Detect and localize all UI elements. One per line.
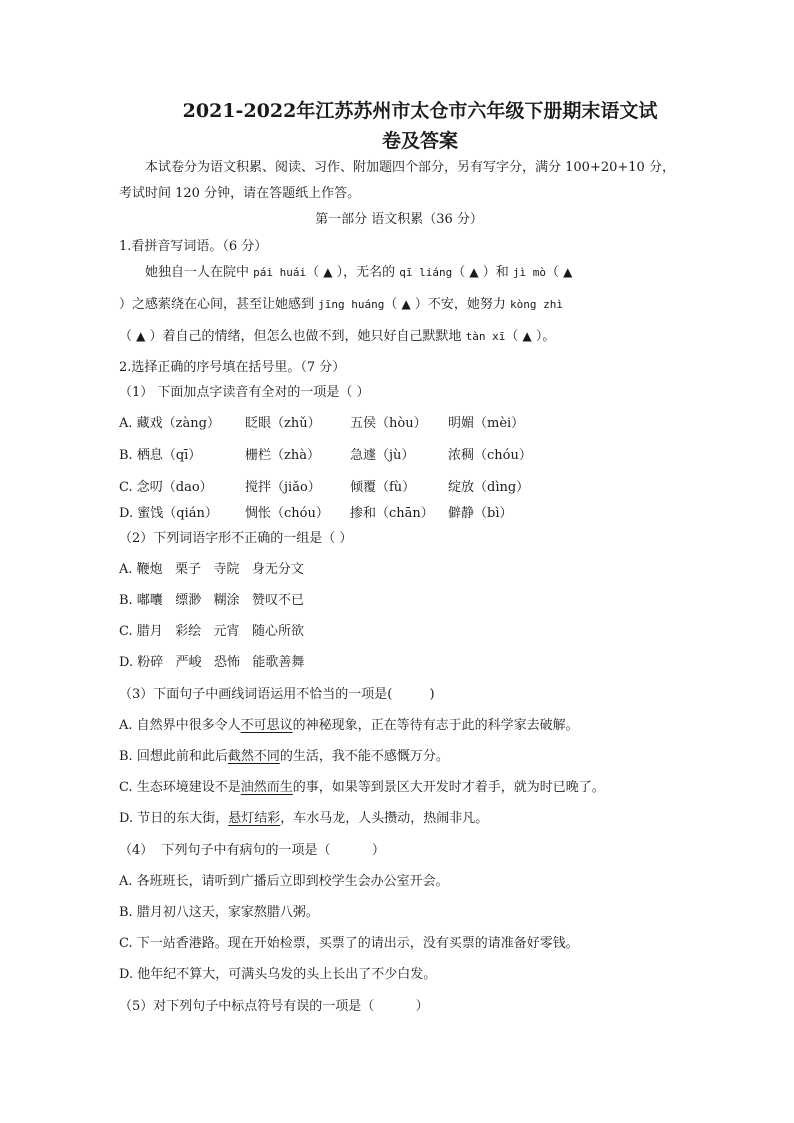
q1-text: ）不安，她努力 [410,297,511,312]
q1-text: ）。 [531,329,556,344]
option-text: A. 自然界中很多令人 [119,718,241,733]
bracket-open: （ [452,265,470,280]
option-item: 五侯（hòu） [350,416,427,431]
option-item: 搅拌（jiǎo） [245,480,321,495]
title-line-2: 卷及答案 [381,130,458,152]
q2-3-option [119,778,679,798]
intro-line-2: 考试时间 120 分钟，请在答题纸上作答。 [119,186,361,201]
option-item: D. 蜜饯（qián） [119,506,218,521]
option-text: C. 生态环境建设不是 [119,780,241,795]
q1-text: ）之感萦绕在心间，甚至让她感到 [119,297,319,312]
answer-blank-marker: ▲ [401,297,411,311]
pinyin: pái huái [253,266,307,279]
pinyin: jīng huáng [318,298,385,311]
pinyin: jì mò [512,266,547,279]
option-text: B. 回想此前和此后 [119,749,228,764]
section-heading: 第一部分 语文积累（36 分） [315,212,483,227]
q2-heading: 2.选择正确的序号填在括号里。（7 分） [119,360,346,375]
answer-blank-marker: ▲ [469,265,479,279]
q1-text: ），无名的 [332,265,400,280]
document-title [150,96,690,156]
option-item: B. 栖息（qī） [119,448,202,463]
answer-blank-marker: ▲ [563,265,573,279]
option-text: 的神秘现象，正在等待有志于此的科学家去破解。 [292,718,579,733]
bracket-open: （ [384,297,402,312]
option-text: 的生活，我不能不感慨万分。 [279,749,449,764]
q1-heading: 1.看拼音写词语。（6 分） [119,239,268,254]
q2-3-option [119,716,679,736]
bracket-open: （ [546,265,564,280]
q2-2-option: D. 粉碎 严峻 恐怖 能歌善舞 [119,655,305,670]
q2-1-stem: （1） 下面加点字读音有全对的一项是（ ） [119,385,370,400]
option-item: 急遽（jù） [350,448,415,463]
answer-blank-marker: ▲ [522,329,532,343]
q2-4-option: B. 腊月初八这天，家家熬腊八粥。 [119,905,319,920]
option-item: 掺和（chān） [350,506,434,521]
option-item: 惆怅（chóu） [245,506,329,521]
option-item: 明媚（mèi） [448,416,525,431]
q2-4-option: C. 下一站香港路。现在开始检票，买票了的请出示，没有买票的请准备好零钱。 [119,936,579,951]
option-item: C. 念叨（dao） [119,480,213,495]
option-item: 僻静（bì） [448,506,513,521]
q2-2-option: A. 鞭炮 栗子 寺院 身无分文 [119,562,304,577]
pinyin: kòng zhì [510,298,563,311]
q2-3-stem: （3）下面句子中画线词语运用不恰当的一项是( ) [119,687,435,702]
title-line-1: 2021-2022年江苏苏州市太仓市六年级下册期末语文试 [182,100,658,122]
option-item: A. 藏戏（zàng） [119,416,220,431]
option-item: 倾覆（fù） [350,480,416,495]
bracket-open: （ [505,329,523,344]
q2-2-option: B. 嘟囔 缥渺 糊涂 赞叹不已 [119,593,305,608]
option-text: 的事，如果等到景区大开发时才着手，就为时已晚了。 [292,780,605,795]
q1-line-1 [145,262,679,283]
option-item: 浓稠（chóu） [448,448,532,463]
q2-4-option: D. 他年纪不算大，可满头乌发的头上长出了不少白发。 [119,967,437,982]
q1-text: 她独自一人在院中 [145,265,254,280]
q1-line-3 [119,326,679,347]
q2-5-stem: （5）对下列句子中标点符号有误的一项是（ ） [119,999,429,1014]
bracket-open: （ [306,265,324,280]
option-text: ，车水马龙，人头攒动，热闹非凡。 [280,811,489,826]
option-item: 绽放（dìng） [448,480,530,495]
underlined-term: 截然不同 [227,749,280,764]
underlined-term: 油然而生 [240,780,293,795]
pinyin: tàn xī [465,330,506,343]
q2-3-option [119,809,679,829]
q2-2-stem: （2）下列词语字形不正确的一组是（ ） [119,531,353,546]
intro-line-1: 本试卷分为语文积累、阅读、习作、附加题四个部分，另有写字分，满分 100+20+10 分， [145,160,675,175]
q2-2-option: C. 腊月 彩绘 元宵 随心所欲 [119,624,304,639]
q2-4-stem: （4） 下列句子中有病句的一项是（ ） [119,843,385,858]
q1-line-2 [119,294,679,315]
option-text: D. 节日的东大街， [119,811,229,826]
q1-text: ）着自己的情绪，但怎么也做不到，她只好自己默默地 [145,329,466,344]
answer-blank-marker: ▲ [136,329,146,343]
option-item: 眨眼（zhǔ） [245,416,321,431]
underlined-term: 不可思议 [240,718,293,733]
q2-4-option: A. 各班班长，请听到广播后立即到校学生会办公室开会。 [119,874,449,889]
bracket-open: （ [119,329,137,344]
option-item: 栅栏（zhà） [245,448,320,463]
answer-blank-marker: ▲ [323,265,333,279]
q2-3-option [119,747,679,767]
q1-text: ）和 [478,265,513,280]
underlined-term: 悬灯结彩 [228,811,281,826]
pinyin: qī liáng [399,266,453,279]
